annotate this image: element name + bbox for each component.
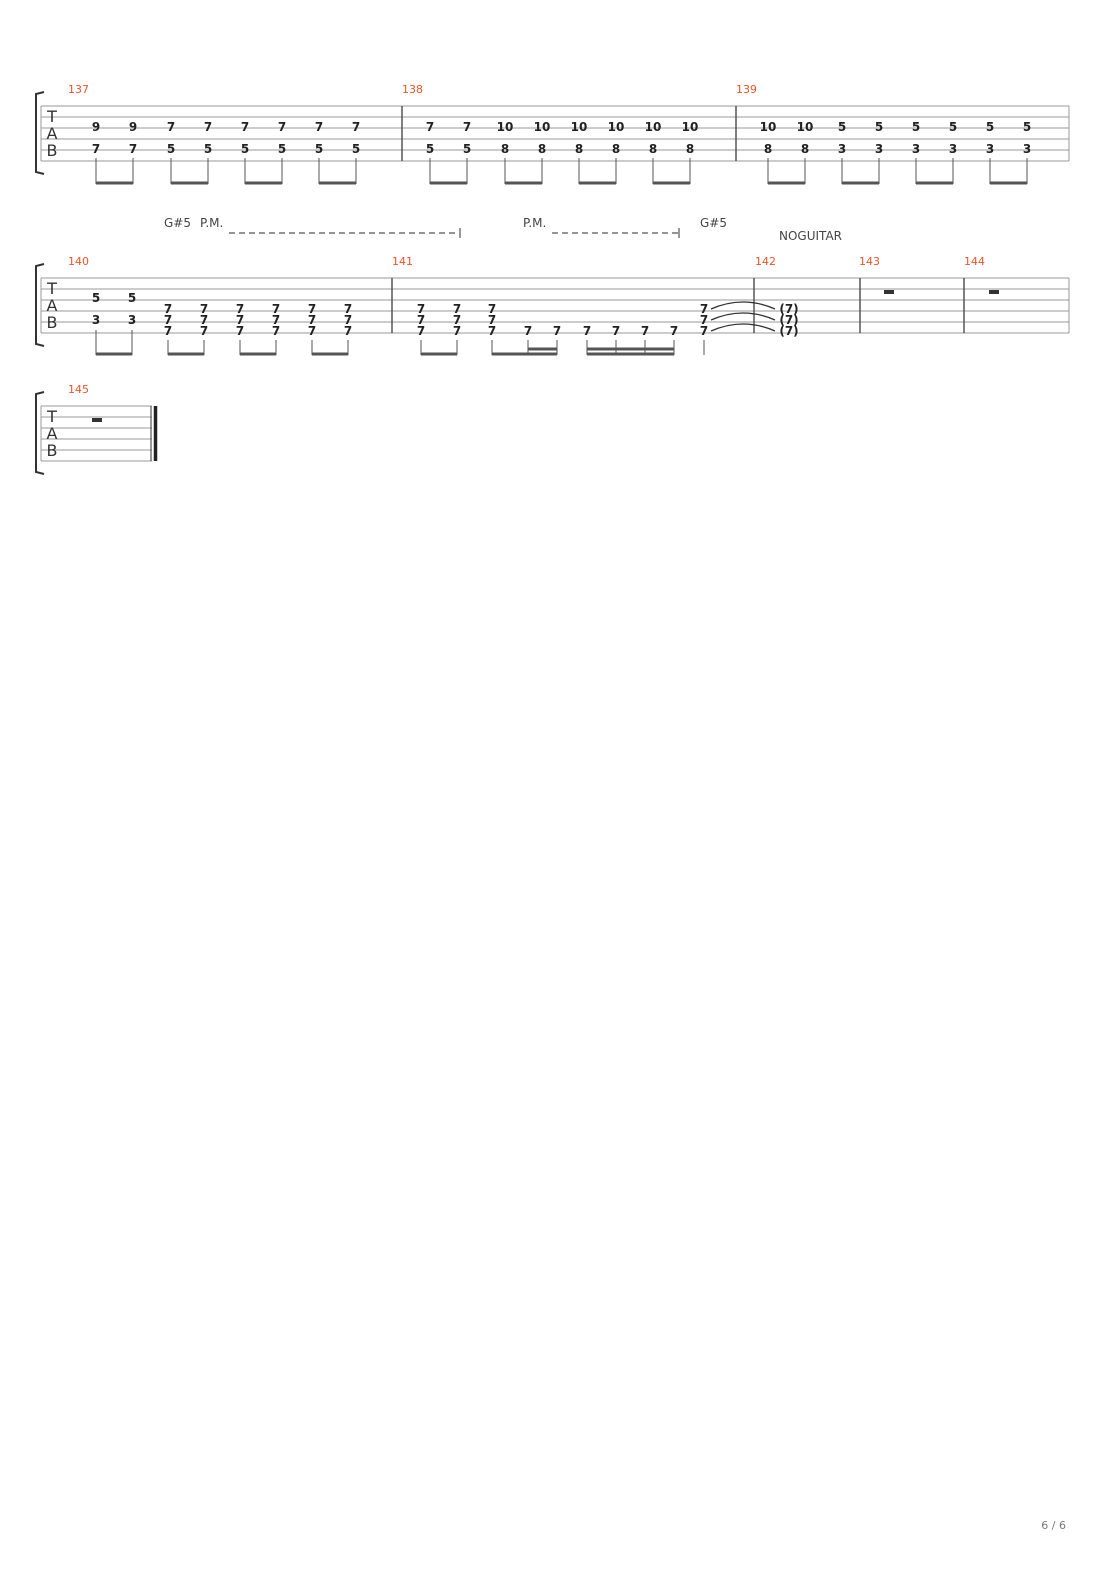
svg-text:7: 7: [199, 302, 209, 316]
svg-text:10: 10: [796, 120, 814, 134]
svg-text:B: B: [46, 441, 58, 460]
svg-text:A: A: [46, 296, 58, 315]
svg-text:7: 7: [343, 313, 353, 327]
svg-text:7: 7: [611, 324, 621, 338]
svg-text:7: 7: [235, 324, 245, 338]
svg-text:7: 7: [462, 120, 472, 134]
svg-text:3: 3: [911, 142, 921, 156]
svg-text:7: 7: [91, 142, 101, 156]
svg-text:A: A: [46, 424, 58, 443]
svg-text:9: 9: [91, 120, 101, 134]
svg-text:8: 8: [500, 142, 510, 156]
svg-text:7: 7: [416, 313, 426, 327]
measure-number: 142: [755, 255, 776, 268]
page-indicator: 6 / 6: [1041, 1519, 1066, 1532]
svg-text:7: 7: [452, 313, 462, 327]
svg-text:7: 7: [351, 120, 361, 134]
svg-text:7: 7: [163, 302, 173, 316]
svg-text:5: 5: [166, 142, 176, 156]
svg-text:5: 5: [462, 142, 472, 156]
palm-mute-label: P.M.: [200, 216, 224, 230]
measure-142-tied-notes: [779, 302, 798, 338]
svg-text:8: 8: [648, 142, 658, 156]
system-bracket: [36, 92, 44, 174]
svg-text:7: 7: [582, 324, 592, 338]
note-beams: [96, 158, 1027, 184]
whole-rest: [92, 418, 102, 422]
svg-text:10: 10: [607, 120, 625, 134]
svg-text:7: 7: [416, 324, 426, 338]
svg-text:T: T: [47, 407, 57, 426]
svg-text:7: 7: [240, 120, 250, 134]
svg-text:5: 5: [91, 291, 101, 305]
svg-text:3: 3: [91, 313, 101, 327]
measure-number: 137: [68, 83, 89, 96]
svg-text:7: 7: [307, 313, 317, 327]
svg-text:5: 5: [1022, 120, 1032, 134]
svg-text:8: 8: [537, 142, 547, 156]
svg-text:(7): (7): [779, 302, 799, 316]
svg-text:7: 7: [487, 324, 497, 338]
tab-clef: [46, 107, 57, 160]
svg-text:7: 7: [452, 324, 462, 338]
measure-number: 140: [68, 255, 89, 268]
svg-text:5: 5: [425, 142, 435, 156]
svg-text:7: 7: [128, 142, 138, 156]
svg-text:7: 7: [163, 324, 173, 338]
svg-text:8: 8: [574, 142, 584, 156]
svg-text:A: A: [46, 124, 58, 143]
svg-text:3: 3: [1022, 142, 1032, 156]
svg-text:7: 7: [425, 120, 435, 134]
svg-text:7: 7: [235, 302, 245, 316]
svg-text:7: 7: [343, 324, 353, 338]
svg-text:9: 9: [128, 120, 138, 134]
system-3: [41, 406, 152, 461]
svg-text:7: 7: [669, 324, 679, 338]
svg-text:5: 5: [874, 120, 884, 134]
svg-text:5: 5: [277, 142, 287, 156]
svg-text:8: 8: [611, 142, 621, 156]
svg-text:10: 10: [759, 120, 777, 134]
svg-text:5: 5: [203, 142, 213, 156]
svg-text:5: 5: [911, 120, 921, 134]
final-barline: [151, 406, 156, 461]
measure-number: 143: [859, 255, 880, 268]
svg-text:7: 7: [452, 302, 462, 316]
svg-text:7: 7: [523, 324, 533, 338]
measure-number: 144: [964, 255, 985, 268]
svg-text:7: 7: [166, 120, 176, 134]
svg-text:3: 3: [874, 142, 884, 156]
svg-text:(7): (7): [779, 313, 799, 327]
tab-clef: [46, 407, 57, 460]
svg-text:10: 10: [533, 120, 551, 134]
measure-139-notes: [760, 120, 1032, 156]
svg-text:5: 5: [127, 291, 137, 305]
svg-text:7: 7: [487, 313, 497, 327]
system-bracket: [36, 264, 44, 346]
measure-140-notes: [92, 291, 352, 338]
measure-137-notes: [92, 120, 360, 156]
svg-text:3: 3: [837, 142, 847, 156]
measure-138-notes: [426, 120, 699, 156]
svg-text:7: 7: [307, 302, 317, 316]
svg-text:8: 8: [685, 142, 695, 156]
svg-text:7: 7: [343, 302, 353, 316]
whole-rest: [989, 290, 999, 294]
svg-text:5: 5: [314, 142, 324, 156]
instrument-note: NOGUITAR: [779, 229, 842, 243]
svg-text:7: 7: [277, 120, 287, 134]
chord-label: G#5: [700, 216, 727, 230]
svg-text:5: 5: [985, 120, 995, 134]
system-bracket: [36, 392, 44, 474]
svg-text:7: 7: [163, 313, 173, 327]
measure-number: 138: [402, 83, 423, 96]
svg-text:B: B: [46, 141, 58, 160]
svg-text:5: 5: [351, 142, 361, 156]
svg-text:7: 7: [487, 302, 497, 316]
measure-number: 139: [736, 83, 757, 96]
svg-text:7: 7: [199, 324, 209, 338]
svg-text:3: 3: [948, 142, 958, 156]
svg-text:7: 7: [640, 324, 650, 338]
svg-text:7: 7: [699, 324, 709, 338]
svg-text:5: 5: [240, 142, 250, 156]
svg-text:3: 3: [985, 142, 995, 156]
svg-text:7: 7: [416, 302, 426, 316]
svg-text:8: 8: [763, 142, 773, 156]
svg-text:B: B: [46, 313, 58, 332]
chord-label: G#5: [164, 216, 191, 230]
palm-mute-label: P.M.: [523, 216, 547, 230]
svg-text:7: 7: [314, 120, 324, 134]
tie-arcs: [711, 302, 775, 331]
svg-text:7: 7: [699, 313, 709, 327]
svg-text:T: T: [47, 279, 57, 298]
measure-number: 145: [68, 383, 89, 396]
svg-text:7: 7: [271, 313, 281, 327]
svg-text:8: 8: [800, 142, 810, 156]
svg-text:7: 7: [203, 120, 213, 134]
svg-text:7: 7: [552, 324, 562, 338]
whole-rest: [884, 290, 894, 294]
svg-text:10: 10: [644, 120, 662, 134]
svg-text:7: 7: [235, 313, 245, 327]
svg-text:5: 5: [948, 120, 958, 134]
svg-text:10: 10: [681, 120, 699, 134]
svg-text:7: 7: [271, 324, 281, 338]
measure-number: 141: [392, 255, 413, 268]
svg-text:3: 3: [127, 313, 137, 327]
svg-text:7: 7: [307, 324, 317, 338]
svg-text:(7): (7): [779, 324, 799, 338]
svg-text:7: 7: [271, 302, 281, 316]
svg-text:5: 5: [837, 120, 847, 134]
svg-text:10: 10: [570, 120, 588, 134]
svg-text:7: 7: [699, 302, 709, 316]
svg-text:7: 7: [199, 313, 209, 327]
tab-clef: [46, 279, 57, 332]
svg-text:T: T: [47, 107, 57, 126]
svg-text:10: 10: [496, 120, 514, 134]
